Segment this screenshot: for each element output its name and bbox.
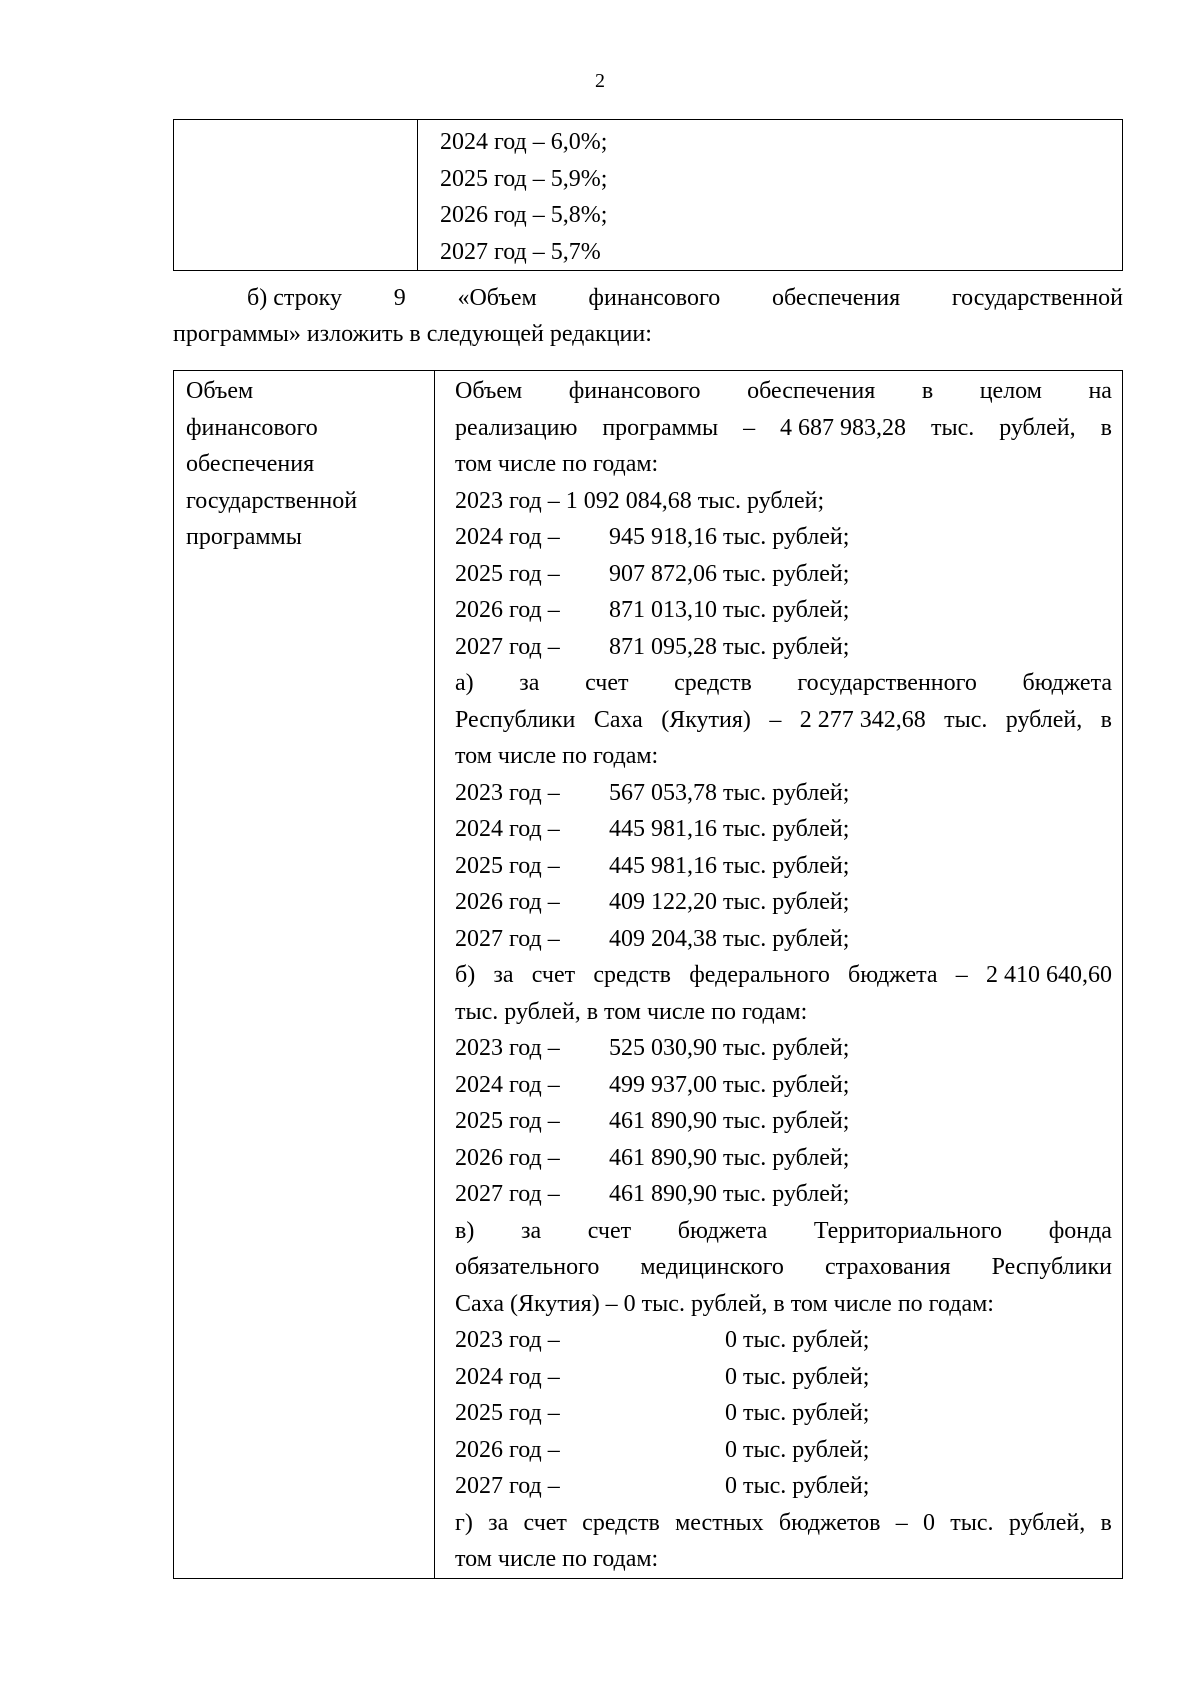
funding-table: [173, 370, 1123, 1579]
text-word: реализацию: [455, 414, 578, 441]
text-word: медицинского: [640, 1254, 784, 1280]
indicator-values-cell: [418, 120, 1123, 271]
text-word: за: [493, 962, 514, 988]
text-word: страхования: [824, 1254, 951, 1280]
text-word: счет: [523, 1509, 567, 1536]
instruction-word: «Объем: [457, 285, 537, 311]
amount-value: 945 918,16 тыс. рублей;: [609, 524, 850, 550]
year-label: 2023 год –: [455, 1035, 560, 1061]
text-word: за: [488, 1509, 509, 1536]
year-label: 2026 год –: [455, 889, 560, 915]
year-row: [455, 1103, 1112, 1140]
year-row: [455, 1468, 1112, 1505]
text-word: средств: [593, 962, 672, 988]
rate-line: 2025 год – 5,9%;: [440, 165, 608, 192]
funding-label-cell: [174, 371, 435, 1579]
text-word: счет: [585, 670, 629, 696]
instruction-word: 9: [393, 285, 406, 311]
amount-value: 461 890,90 тыс. рублей;: [609, 1108, 850, 1134]
text-word: тыс.: [950, 1509, 994, 1536]
amount-value: 0 тыс. рублей;: [725, 1473, 870, 1499]
year-row: [455, 1395, 1112, 1432]
total-line: [455, 410, 1112, 447]
year-row: [455, 1030, 1112, 1067]
amount-value: 409 204,38 тыс. рублей;: [609, 925, 850, 952]
year-label: 2027 год –: [455, 1473, 560, 1499]
year-row: [455, 1359, 1112, 1396]
year-label: 2027 год –: [455, 633, 560, 660]
text-word: фонда: [1048, 1217, 1112, 1244]
year-label: 2025 год –: [455, 1400, 560, 1426]
text-word: на: [1088, 378, 1112, 404]
year-row: [455, 1067, 1112, 1104]
text-word: тыс.: [930, 414, 975, 441]
section-g-line: том числе по годам:: [455, 1546, 659, 1572]
funding-label-line: государственной: [186, 487, 358, 514]
section-v-line: [455, 1213, 1112, 1250]
rate-line: 2026 год – 5,8%;: [440, 202, 608, 228]
text-word: бюджета: [848, 962, 938, 988]
amount-value: 871 095,28 тыс. рублей;: [609, 633, 850, 660]
instruction-word: финансового: [588, 285, 721, 311]
instruction-word: обеспечения: [771, 285, 901, 311]
year-label: 2024 год –: [455, 816, 560, 842]
section-a-line: [455, 702, 1112, 739]
year-label: 2023 год –: [455, 1327, 560, 1353]
year-label: 2026 год –: [455, 1144, 560, 1171]
funding-label-line: программы: [186, 524, 302, 550]
text-word: а): [455, 670, 474, 696]
amount-value: 461 890,90 тыс. рублей;: [609, 1144, 850, 1171]
section-a-line: том числе по годам:: [455, 743, 659, 769]
text-word: 0: [923, 1509, 936, 1536]
text-word: средств: [582, 1509, 660, 1536]
instruction-word: государственной: [951, 285, 1123, 311]
year-label: 2024 год –: [455, 1363, 560, 1390]
total-line: [455, 373, 1112, 410]
year-row: [455, 811, 1112, 848]
indicator-label-cell: [174, 120, 418, 271]
year-row: [455, 1176, 1112, 1213]
text-word: Саха: [593, 706, 643, 733]
amount-value: 907 872,06 тыс. рублей;: [609, 560, 850, 587]
text-word: за: [519, 670, 540, 696]
year-row: [455, 483, 1112, 520]
year-label: 2024 год –: [455, 524, 560, 550]
text-word: бюджета: [1022, 670, 1112, 696]
amount-value: 445 981,16 тыс. рублей;: [609, 816, 850, 842]
text-word: счет: [587, 1217, 632, 1244]
section-a-line: [455, 665, 1112, 702]
year-label: 2027 год –: [455, 925, 560, 952]
text-word: бюджетов: [778, 1509, 881, 1536]
text-word: –: [955, 962, 968, 988]
year-row: [455, 775, 1112, 812]
year-label: 2026 год –: [455, 1436, 560, 1463]
text-word: Республики: [455, 706, 576, 733]
amendment-instruction: [173, 280, 1123, 352]
text-word: в: [1100, 414, 1112, 441]
year-row: [455, 1140, 1112, 1177]
section-v-line: Саха (Якутия) – 0 тыс. рублей, в том числе по годам:: [455, 1290, 994, 1317]
text-word: рублей,: [999, 414, 1076, 441]
amount-value: 1 092 084,68 тыс. рублей;: [565, 487, 825, 514]
year-label: 2023 год –: [455, 487, 566, 514]
text-word: средств: [674, 670, 752, 696]
amount-value: 0 тыс. рублей;: [725, 1327, 870, 1353]
amount-value: 525 030,90 тыс. рублей;: [609, 1035, 850, 1061]
text-word: Территориального: [813, 1217, 1003, 1244]
text-word: счет: [531, 962, 576, 988]
text-word: финансового: [568, 378, 701, 404]
text-word: 4 687 983,28: [780, 414, 907, 441]
instruction-word: б) строку: [247, 285, 342, 311]
text-word: –: [769, 706, 782, 733]
year-label: 2025 год –: [455, 560, 560, 587]
year-row: [455, 848, 1112, 885]
year-row: [455, 921, 1112, 958]
text-word: Объем: [455, 378, 523, 404]
total-line: том числе по годам:: [455, 451, 659, 477]
text-word: федерального: [689, 962, 830, 988]
text-word: в: [921, 378, 934, 404]
indicator-table: [173, 119, 1123, 271]
text-word: местных: [675, 1509, 764, 1536]
year-row: [455, 884, 1112, 921]
text-word: б): [455, 962, 476, 988]
section-b-line: тыс. рублей, в том числе по годам:: [455, 998, 808, 1025]
rate-line: 2024 год – 6,0%;: [440, 129, 608, 155]
year-label: 2025 год –: [455, 1108, 560, 1134]
text-word: –: [743, 414, 756, 441]
year-label: 2023 год –: [455, 779, 560, 806]
amount-value: 409 122,20 тыс. рублей;: [609, 889, 850, 915]
amount-value: 461 890,90 тыс. рублей;: [609, 1181, 850, 1207]
text-word: –: [895, 1509, 908, 1536]
section-v-line: [455, 1249, 1112, 1286]
text-word: 2 410 640,60: [985, 962, 1112, 988]
text-word: за: [520, 1217, 542, 1244]
year-row: [455, 1432, 1112, 1469]
text-word: бюджета: [677, 1217, 768, 1244]
year-label: 2026 год –: [455, 597, 560, 623]
amount-value: 499 937,00 тыс. рублей;: [609, 1071, 850, 1098]
amount-value: 0 тыс. рублей;: [725, 1436, 870, 1463]
text-word: программы: [602, 414, 719, 441]
year-row: [455, 592, 1112, 629]
section-g-line: [455, 1505, 1112, 1542]
funding-label-line: обеспечения: [186, 451, 315, 477]
funding-label-line: Объем: [186, 378, 254, 404]
amount-value: 0 тыс. рублей;: [725, 1363, 870, 1390]
funding-label-line: финансового: [186, 414, 318, 441]
text-word: в: [1100, 706, 1112, 733]
year-row: [455, 519, 1112, 556]
amount-value: 871 013,10 тыс. рублей;: [609, 597, 850, 623]
year-row: [455, 629, 1112, 666]
text-word: Республики: [991, 1254, 1112, 1280]
rate-line: 2027 год – 5,7%: [440, 238, 601, 265]
text-word: в: [1100, 1509, 1112, 1536]
instruction-line: программы» изложить в следующей редакции:: [173, 321, 652, 347]
text-word: тыс.: [944, 706, 988, 733]
year-row: [455, 556, 1112, 593]
text-word: г): [455, 1509, 473, 1536]
text-word: обязательного: [455, 1254, 600, 1280]
year-label: 2024 год –: [455, 1071, 560, 1098]
section-b-line: [455, 957, 1112, 994]
year-row: [455, 1322, 1112, 1359]
text-word: в): [455, 1217, 475, 1244]
text-word: 2 277 342,68: [799, 706, 926, 733]
amount-value: 445 981,16 тыс. рублей;: [609, 852, 850, 879]
text-word: рублей,: [1005, 706, 1083, 733]
amount-value: 0 тыс. рублей;: [725, 1400, 870, 1426]
page-number: 2: [595, 70, 605, 92]
text-word: целом: [979, 378, 1042, 404]
funding-content-cell: [435, 371, 1123, 1579]
text-word: государственного: [797, 670, 977, 696]
instruction-line: [173, 280, 1123, 316]
year-label: 2027 год –: [455, 1181, 560, 1207]
text-word: (Якутия): [661, 706, 751, 733]
text-word: обеспечения: [747, 378, 876, 404]
text-word: рублей,: [1008, 1509, 1086, 1536]
amount-value: 567 053,78 тыс. рублей;: [609, 779, 850, 806]
year-label: 2025 год –: [455, 852, 560, 879]
